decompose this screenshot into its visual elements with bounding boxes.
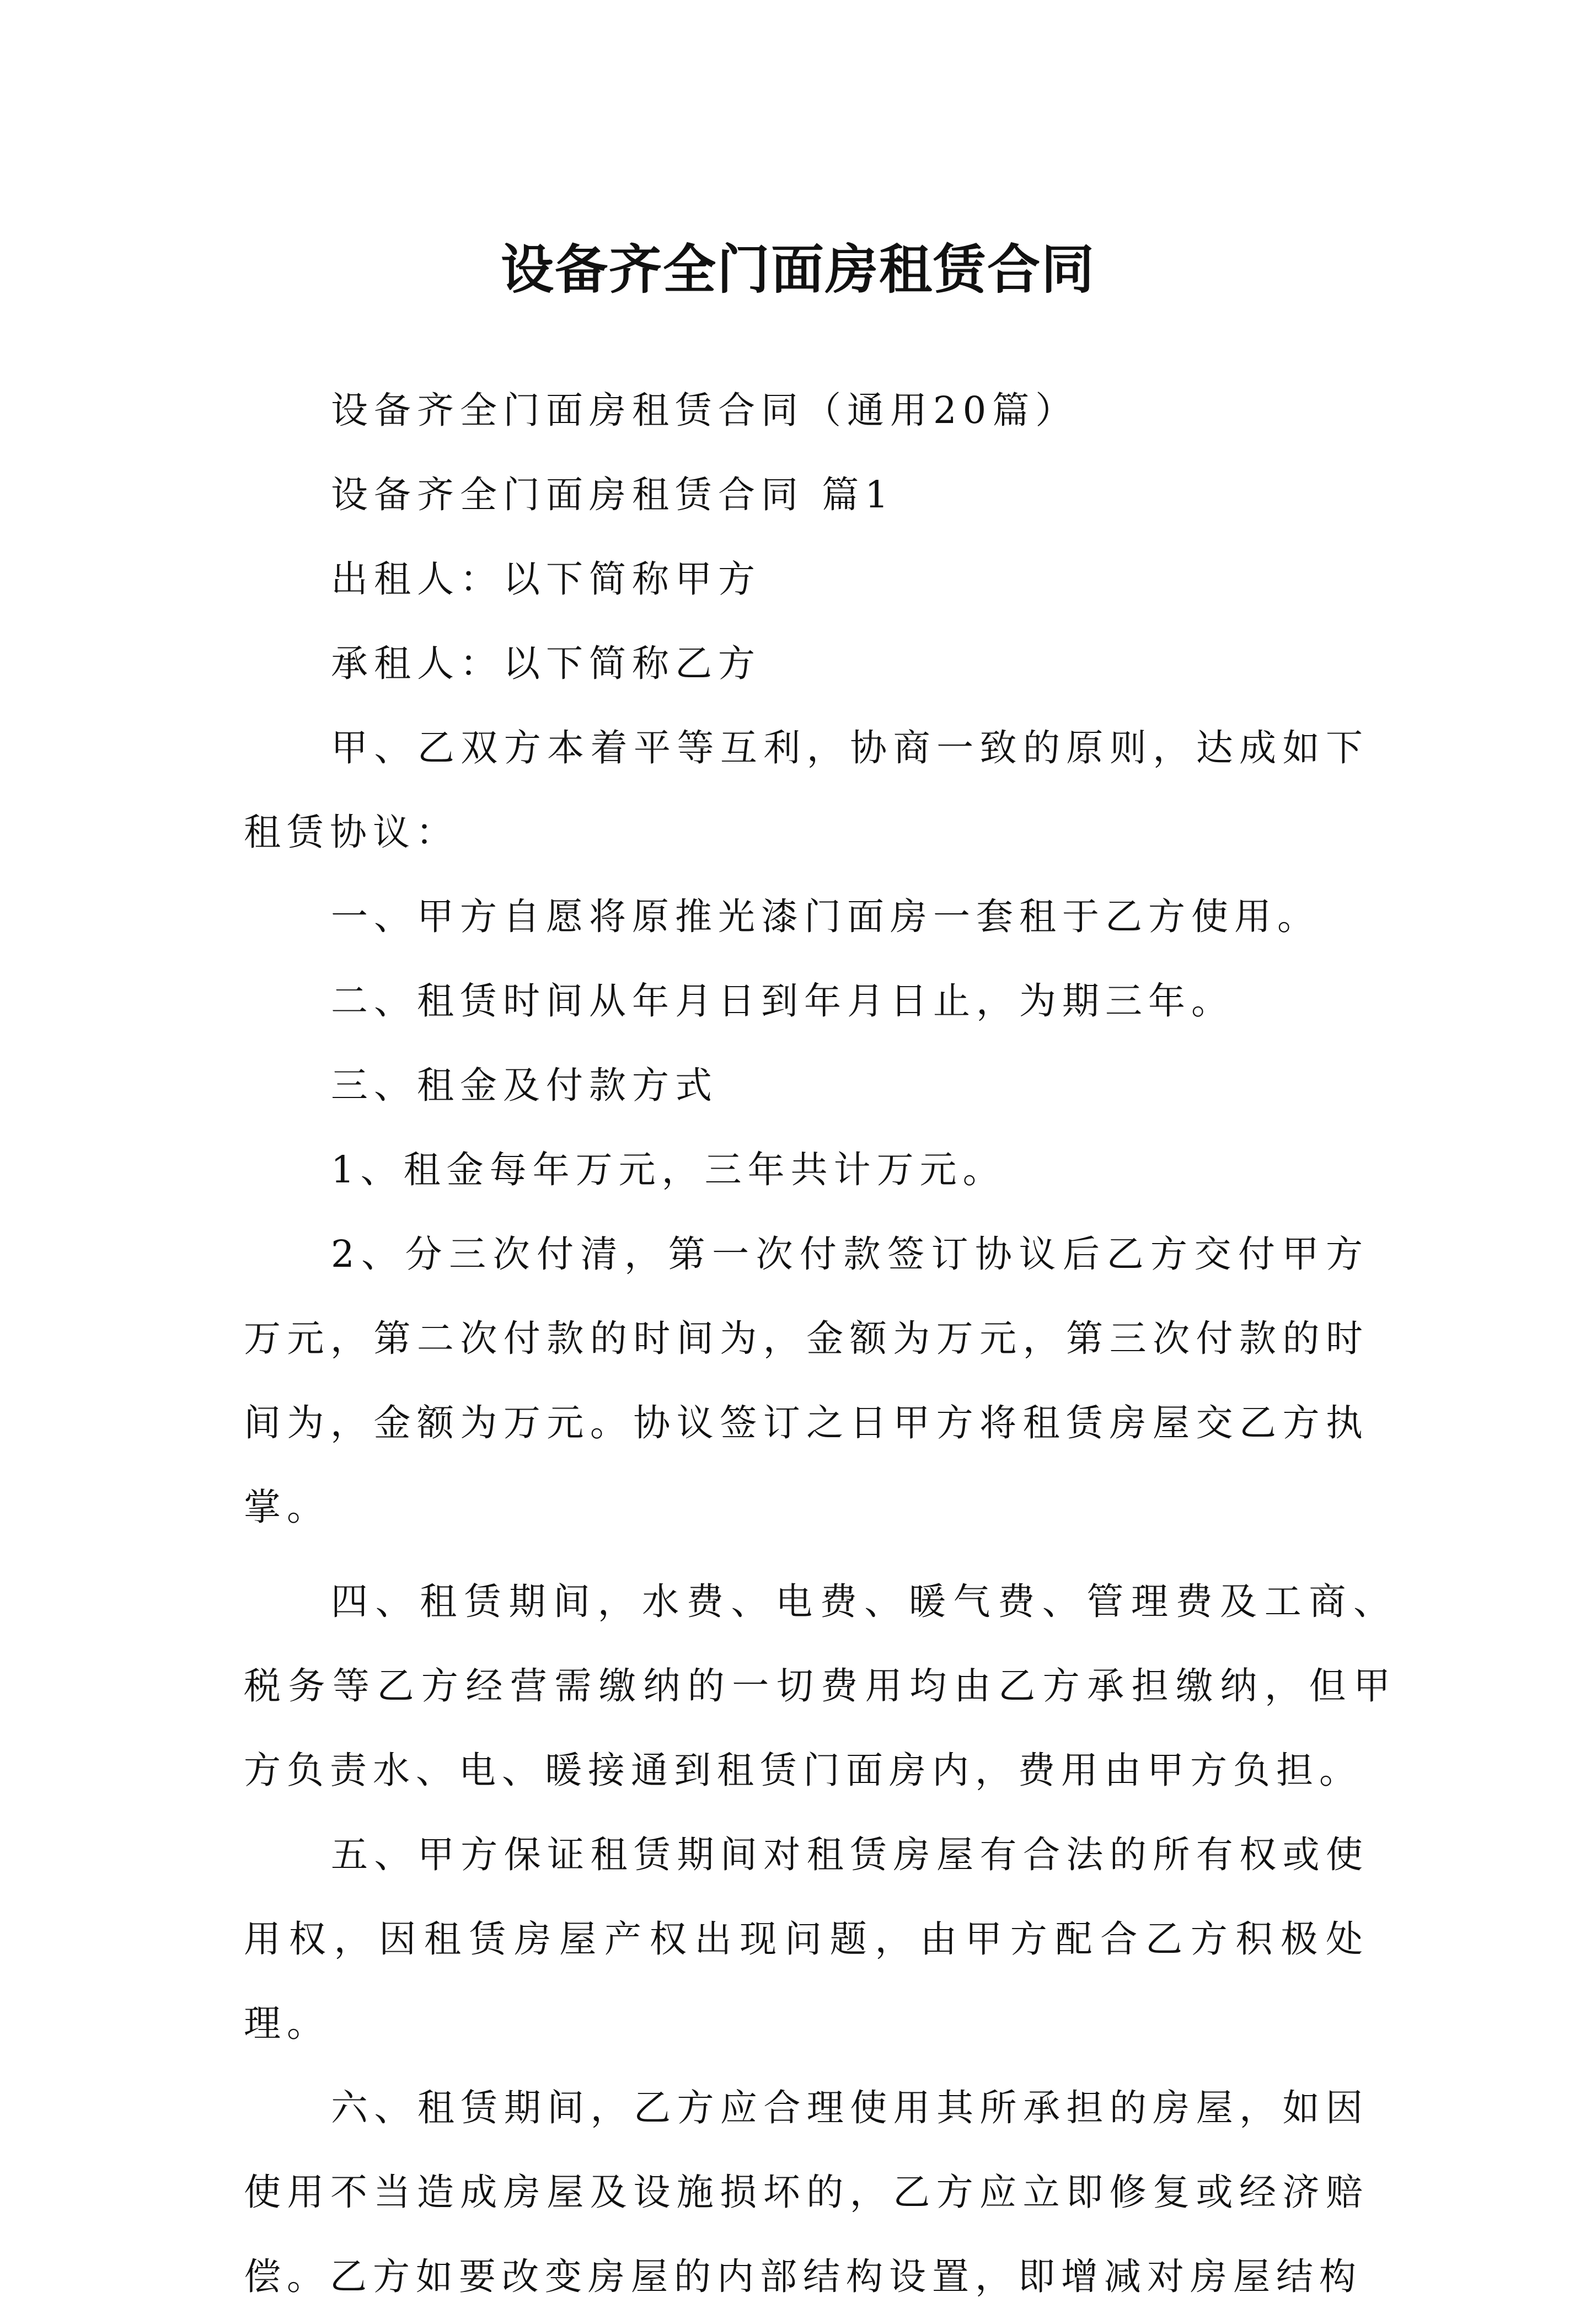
paragraph-clause-3-item-2: 2、分三次付清，第一次付款签订协议后乙方交付甲方万元，第二次付款的时间为，金额为万元，第三次付款的时间为，金额为万元。协议签订之日甲方将租赁房屋交乙方执掌。 [244, 1233, 1369, 1529]
paragraph-preamble: 甲、乙双方本着平等互利，协商一致的原则，达成如下租赁协议： [244, 726, 1369, 854]
document-title: 设备齐全门面房租赁合同 [501, 239, 1095, 301]
paragraph-clause-3-item-1: 1、租金每年万元，三年共计万元。 [331, 1148, 1006, 1191]
paragraph-lessee: 承租人：以下简称乙方 [331, 642, 761, 685]
paragraph-section-heading: 设备齐全门面房租赁合同 篇1 [331, 473, 895, 516]
paragraph-clause-3: 三、租金及付款方式 [331, 1064, 718, 1107]
paragraph-clause-5: 五、甲方保证租赁期间对租赁房屋有合法的所有权或使用权，因租赁房屋产权出现问题，由甲方配合乙方积极处理。 [244, 1833, 1369, 2045]
paragraph-clause-6: 六、租赁期间，乙方应合理使用其所承担的房屋，如因使用不当造成房屋及设施损坏的，乙方应立即修复或经济赔偿。乙方如要改变房屋的内部结构设置，即增减对房屋结构 [244, 2086, 1369, 2298]
paragraph-lessor: 出租人：以下简称甲方 [331, 558, 761, 601]
paragraph-clause-4: 四、租赁期间，水费、电费、暖气费、管理费及工商、税务等乙方经营需缴纳的一切费用均由乙方承担缴纳，但甲方负责水、电、暖接通到租赁门面房内，费用由甲方负担。 [244, 1580, 1396, 1792]
paragraph-clause-1: 一、甲方自愿将原推光漆门面房一套租于乙方使用。 [331, 895, 1320, 938]
paragraph-clause-2: 二、租赁时间从年月日到年月日止，为期三年。 [331, 979, 1234, 1022]
document-body [244, 368, 1396, 2319]
paragraph-subtitle: 设备齐全门面房租赁合同（通用20篇） [331, 389, 1079, 432]
